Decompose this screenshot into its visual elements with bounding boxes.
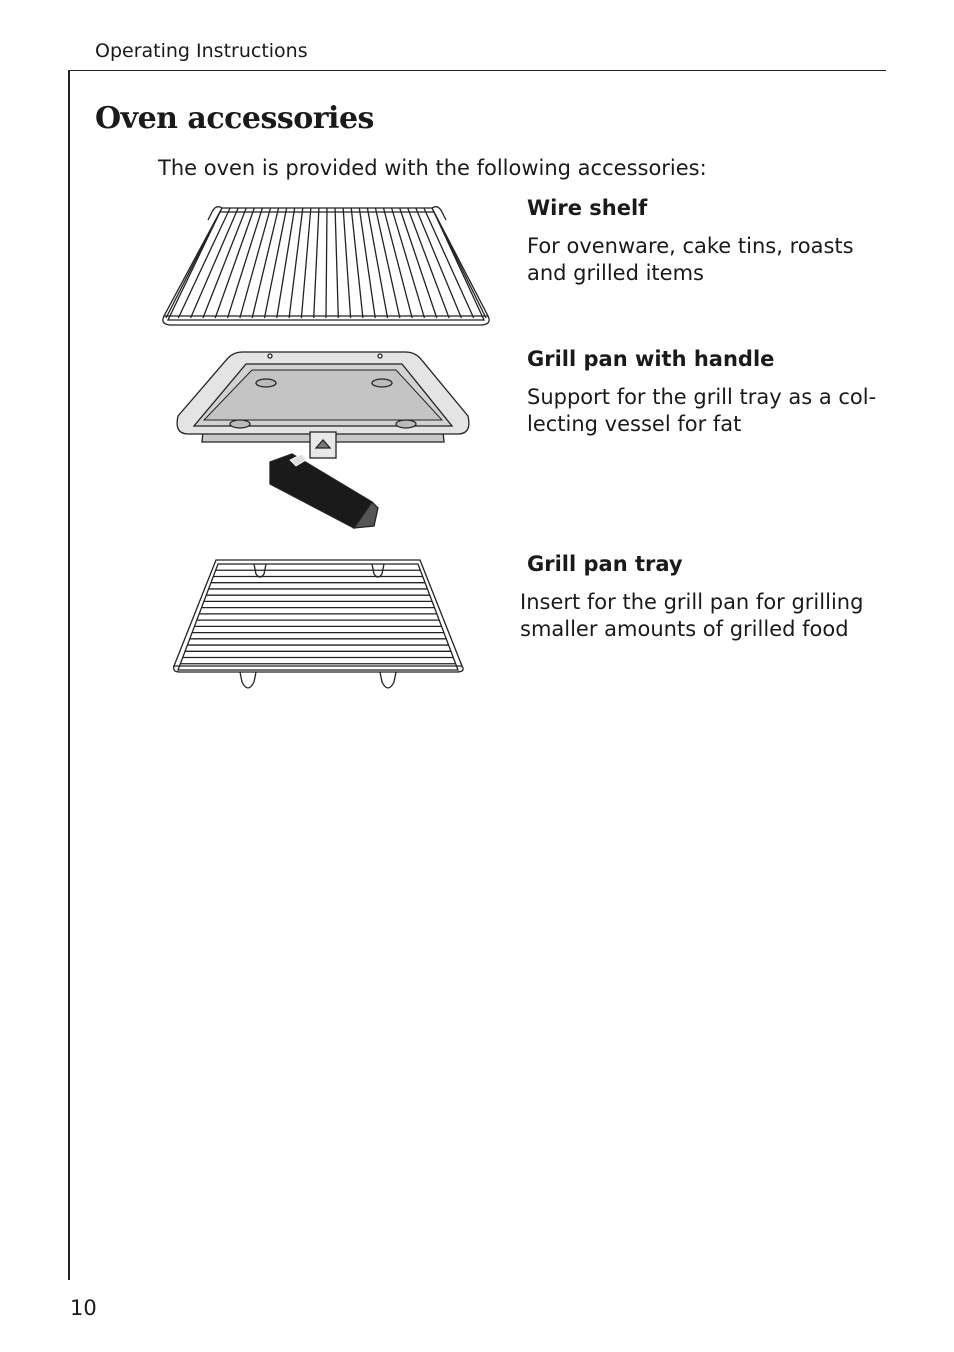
wire-shelf-illustration [160,198,492,330]
wire-bar [203,208,246,318]
accessory-description-grill-pan [527,384,877,438]
wire-bar [178,208,230,318]
wire-bar [326,208,327,318]
accessory-title-wire-shelf: Wire shelf [527,196,648,220]
header-rule [68,70,886,71]
section-title: Oven accessories [95,101,374,136]
description-line: Support for the grill tray as a col- [527,385,877,409]
wire-bar [215,208,254,318]
wire-bar [367,208,387,318]
wire-bar [314,208,319,318]
margin-rule [68,70,70,1280]
wire-bar [166,208,222,318]
running-head: Operating Instructions [95,40,308,62]
description-line: and grilled items [527,261,704,285]
wire-bar [408,208,449,318]
wire-bar [416,208,462,318]
grill-pan-illustration [174,350,474,532]
description-line: lecting vessel for fat [527,412,742,436]
accessory-description-grill-pan-tray [520,589,865,643]
intro-text: The oven is provided with the following accessories: [158,156,707,180]
grill-pan-tray-illustration [172,556,466,696]
description-line: For ovenware, cake tins, roasts [527,234,854,258]
wire-bar [432,208,486,318]
wire-bar [289,208,303,318]
accessory-title-grill-pan: Grill pan with handle [527,347,775,371]
wire-bar [277,208,295,318]
accessory-title-grill-pan-tray: Grill pan tray [527,552,683,576]
page-number: 10 [70,1296,97,1320]
description-line: smaller amounts of grilled food [520,617,849,641]
wire-bar [343,208,350,318]
wire-bar [264,208,286,318]
accessory-description-wire-shelf [527,233,872,287]
description-line: Insert for the grill pan for grilling [520,590,864,614]
wire-bar [335,208,338,318]
wire-bar [301,208,310,318]
